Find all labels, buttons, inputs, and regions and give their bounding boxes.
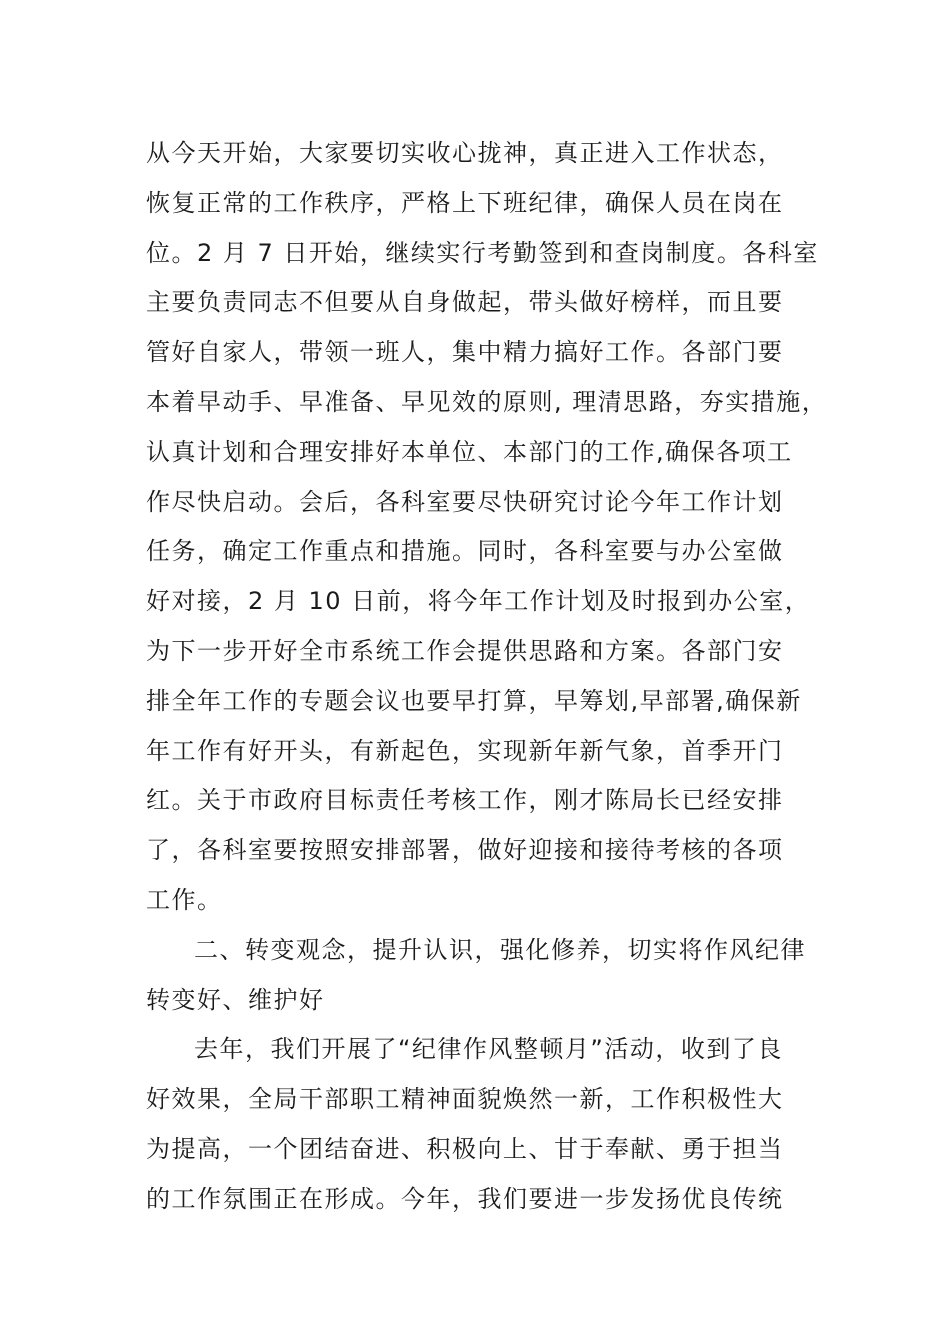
paragraph-1-line-16: 工作。	[146, 885, 223, 914]
paragraph-3-line-1: 去年，我们开展了“纪律作风整顿月”活动，收到了良	[194, 1035, 783, 1064]
paragraph-1-line-8: 作尽快启动。会后，各科室要尽快研究讨论今年工作计划	[146, 487, 784, 516]
paragraph-1-line-6: 本着早动手、早准备、早见效的原则, 理清思路，夯实措施，	[146, 387, 828, 416]
paragraph-1-line-2: 恢复正常的工作秩序，严格上下班纪律，确保人员在岗在	[146, 188, 784, 217]
paragraph-1-line-11: 为下一步开好全市系统工作会提供思路和方案。各部门安	[146, 636, 784, 665]
paragraph-3-line-3: 为提高，一个团结奋进、积极向上、甘于奉献、勇于担当	[146, 1134, 784, 1163]
paragraph-3-line-2: 好效果，全局干部职工精神面貌焕然一新，工作积极性大	[146, 1085, 784, 1114]
paragraph-1-line-1: 从今天开始，大家要切实收心拢神，真正进入工作状态，	[146, 139, 784, 167]
paragraph-1-line-4: 主要负责同志不但要从自身做起，带头做好榜样，而且要	[146, 288, 784, 317]
paragraph-3-line-4: 的工作氛围正在形成。今年，我们要进一步发扬优良传统	[146, 1184, 784, 1213]
section-heading-line-2: 转变好、维护好	[146, 985, 325, 1014]
paragraph-1-line-7: 认真计划和合理安排好本单位、本部门的工作,确保各项工	[146, 437, 793, 466]
paragraph-1-line-15: 了，各科室要按照安排部署，做好迎接和接待考核的各项	[146, 836, 784, 865]
paragraph-1-line-5: 管好自家人，带领一班人，集中精力搞好工作。各部门要	[146, 338, 784, 367]
paragraph-1-line-13: 年工作有好开头，有新起色，实现新年新气象，首季开门	[146, 736, 784, 765]
paragraph-1-line-12: 排全年工作的专题会议也要早打算，早筹划,早部署,确保新	[146, 686, 802, 715]
document-body	[146, 129, 826, 1225]
paragraph-1-line-14: 红。关于市政府目标责任考核工作，刚才陈局长已经安排	[146, 786, 784, 815]
paragraph-1-line-10: 好对接，2 月 10 日前，将今年工作计划及时报到办公室，	[146, 587, 811, 616]
paragraph-1-line-3: 位。2 月 7 日开始，继续实行考勤签到和查岗制度。各科室	[146, 238, 819, 267]
paragraph-1-line-9: 任务，确定工作重点和措施。同时，各科室要与办公室做	[146, 537, 784, 566]
section-heading-line-1: 二、转变观念，提升认识，强化修养，切实将作风纪律	[194, 935, 806, 964]
